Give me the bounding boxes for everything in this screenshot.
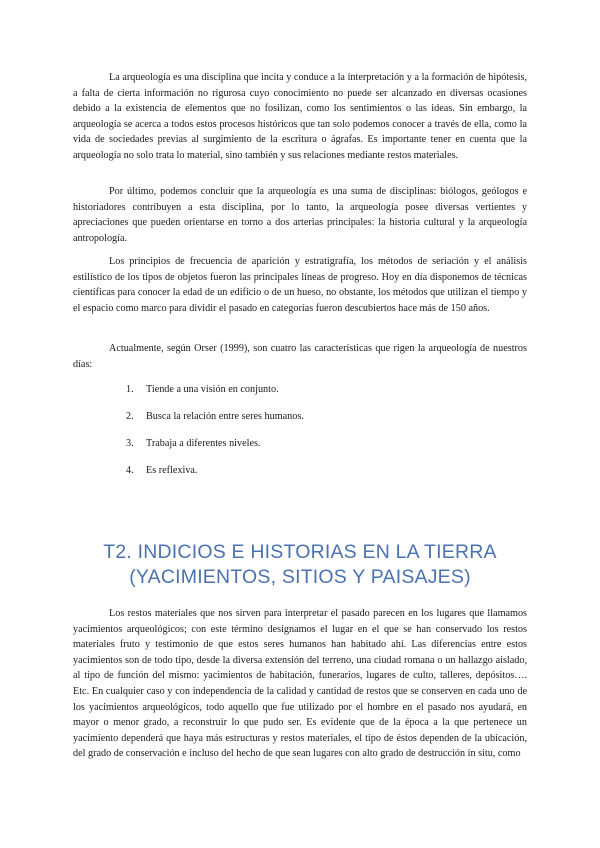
list-item-number: 2. [126,411,134,422]
section-heading-line2: (YACIMIENTOS, SITIOS Y PAISAJES) [129,566,471,588]
list-item-number: 4. [126,465,134,476]
section-heading-line1: T2. INDICIOS E HISTORIAS EN LA TIERRA [103,541,497,563]
list-item-text: Tiende a una visión en conjunto. [146,384,279,395]
paragraph-conclusion: Por último, podemos concluir que la arqueología es una suma de disciplinas: biólogos, geólogos e historiadores contribuyen a esta disciplina, por lo tanto, la arqueología posee diversas vertientes y apreciaciones que pueden orientarse en torno a dos arterias principales: la historia cultural y la arqueología antropología. [73,186,527,244]
list-item [126,409,304,436]
list-item-number: 3. [126,438,134,449]
characteristics-list [126,382,304,490]
list-item [126,382,304,409]
paragraph-restos-materiales: Los restos materiales que nos sirven para interpretar el pasado parecen en los lugares que llamamos yacimientos arqueológicos; con este término designamos el lugar en el que se han conservado los restos materiales fruto y testimonio de que estos seres humanos han habitado ahí. Las diferencias entre estos yacimientos son de todo tipo, desde la diversa extensión del terreno, una ciudad romana o un hallazgo aislado, al tipo de función del mismo: yacimientos de habitación, funerarios, lugares de culto, talleres, depósitos…. Etc. En cualquier caso y con independencia de la calidad y cantidad de restos que se conserven en cada uno de los yacimientos arqueológicos, todo aquello que fue utilizado por el hombre en el pasado nos ayudará, en mayor o menor grado, a reconstruir lo que pudo ser. Es evidente que de la época a la que pertenece un yacimiento dependerá que haya más estructuras y restos materiales, el tipo de éstos dependen de la ubicación, del grado de conservación e incluso del hecho de que sean lugares con alto grado de destrucción in situ, como [73,608,527,760]
paragraph-principios: Los principios de frecuencia de aparición y estratigrafía, los métodos de seriación y el análisis estilístico de los tipos de objetos fueron las principales líneas de progreso. Hoy en día disponemos de técnicas científicas para conocer la edad de un edificio o de un hueso, no obstante, los métodos que utilizan el tiempo y el espacio como marco para dividir el pasado en categorías fueron descubiertos hace más de 150 años. [73,256,527,314]
list-item-text: Busca la relación entre seres humanos. [146,411,304,422]
paragraph-arqueologia-definicion: La arqueología es una disciplina que incita y conduce a la interpretación y a la formación de hipótesis, a falta de cierta información no rigurosa cuyo conocimiento no puede ser alcanzado en diversas ocasiones debido a la existencia de elementos que no fosilizan, como los sentimientos o las ideas. Sin embargo, la arqueología se acerca a todos estos procesos históricos que tan solo podemos conocer a través de ella, como la vida de sociedades previas al surgimiento de la escritura o ágrafas. Es importante tener en cuenta que la arqueología no solo trata lo material, sino también y sus relaciones mediante restos materiales. [73,72,527,161]
list-item [126,463,304,490]
section-heading [60,540,540,590]
list-item [126,436,304,463]
paragraph-orser: Actualmente, según Orser (1999), son cuatro las características que rigen la arqueología de nuestros días: [73,343,527,370]
list-item-text: Trabaja a diferentes niveles. [146,438,261,449]
list-item-number: 1. [126,384,134,395]
list-item-text: Es reflexiva. [146,465,198,476]
